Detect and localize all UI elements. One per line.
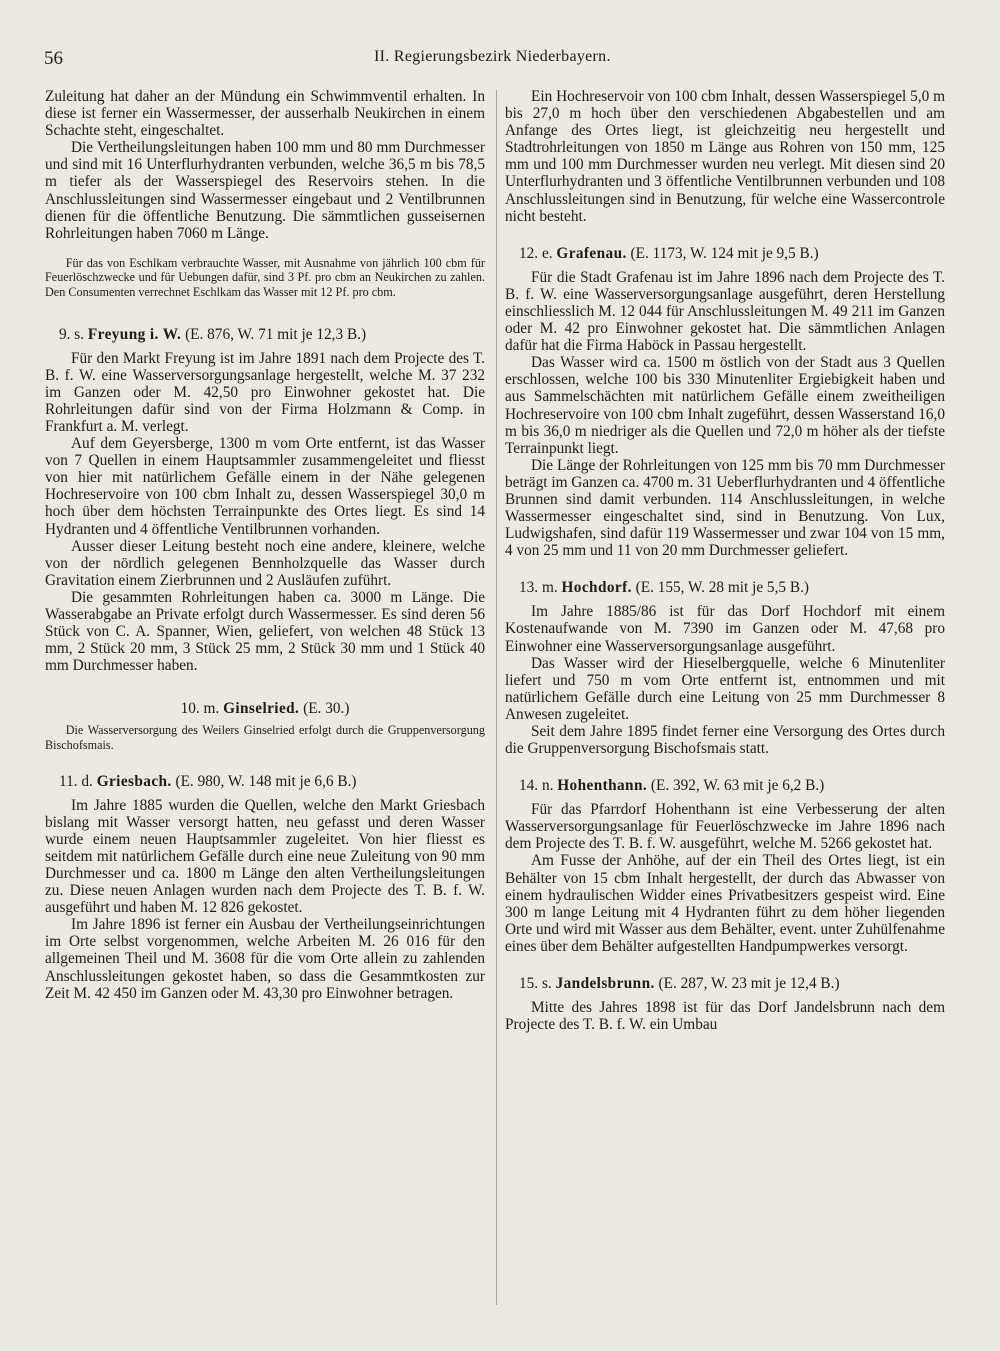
paragraph: Die Vertheilungsleitungen haben 100 mm und 80 mm Durchmesser und sind mit 16 Unterflurhydranten verbunden, welche 36,5 m bis 78,5 m tiefer als der Wasserspiegel des Reservoirs stehen. In die Anschlussleitungen sind Wassermesser eingebaut und 2 Ventilbrunnen dienen für die öffentliche Benutzung. Die sämmtlichen gusseisernen Rohrleitungen haben 7060 m Länge. [45,139,485,242]
section-name: Grafenau. [556,244,627,262]
section-number: 14. n. [519,777,554,795]
section-number: 15. s. [519,975,552,993]
paragraph: Für das Pfarrdorf Hohenthann ist eine Verbesserung der alten Wasserversorgungsanlage für Feuerlöschzwecke im Jahre 1896 nach dem Projecte des T. B. f. W. ausgeführt, welche M. 5266 gekostet hat. [505,801,945,853]
section-name: Jandelsbrunn. [555,975,655,993]
section-number: 11. d. [59,772,93,790]
section-number: 9. s. [59,325,85,343]
running-head: II. Regierungsbezirk Niederbayern. [374,48,611,65]
paragraph: Auf dem Geyersberge, 1300 m vom Orte entfernt, ist das Wasser von 7 Quellen in einem Hauptsammler zusammengeleitet und fliesst von hier mit natürlichem Gefälle einem in der Nähe gelegenen Hochreservoire von 100 cbm Inhalt zu, dessen Wasserspiegel 30,0 m hoch über dem höchsten Terrainpunkte des Ortes liegt. Es sind 14 Hydranten und 4 öffentliche Ventilbrunnen vorhanden. [45,435,485,538]
section-heading-jandelsbrunn [505,975,945,993]
paragraph: Ausser dieser Leitung besteht noch eine andere, kleinere, welche von der nördlich gelegenen Bennholzquelle das Wasser durch Gravitation einem Zierbrunnen und 2 Ausläufen zuführt. [45,537,485,589]
page-header [44,48,944,72]
section-name: Ginselried. [223,700,300,718]
left-column [45,88,485,1002]
footnote-paragraph: Für das von Eschlkam verbrauchte Wasser, mit Ausnahme von jährlich 100 cbm für Feuerlöschzwecke und für Uebungen dafür, sind 3 Pf. pro cbm an Neukirchen zu zahlen. Den Consumenten verrechnet Eschlkam das Wasser mit 12 Pf. pro cbm. [45,255,485,300]
column-divider [496,90,497,1305]
section-name: Hohenthann. [557,777,648,795]
section-info: (E. 1173, W. 124 mit je 9,5 B.) [630,244,819,262]
section-number: 12. e. [519,244,553,262]
paragraph: Das Wasser wird der Hieselbergquelle, welche 6 Minutenliter liefert und 750 m vom Orte entfernt ist, entnommen und mit natürlichem Gefälle durch eine Leitung von 25 mm Durchmesser 8 Anwesen zugeleitet. [505,654,945,723]
paragraph: Im Jahre 1885/86 ist für das Dorf Hochdorf mit einem Kostenaufwande von M. 7390 im Ganzen oder M. 47,68 pro Einwohner eine Wasserversorgungsanlage ausgeführt. [505,603,945,655]
section-info: (E. 980, W. 148 mit je 6,6 B.) [175,772,357,790]
paragraph: Am Fusse der Anhöhe, auf der ein Theil des Ortes liegt, ist ein Behälter von 15 cbm Inhalt hergestellt, der durch das Abwasser von einem hydraulischen Widder eines Privatbesitzers gespeist wird. Eine 300 m lange Leitung mit 4 Hydranten führt zu dem höher liegenden Orte und wird mit Wasser aus dem Behälter, event. unter Zuhülfenahme eines über dem Behälter aufgestellten Handpumpwerkes versorgt. [505,852,945,955]
section-info: (E. 392, W. 63 mit je 6,2 B.) [650,777,825,795]
section-heading-hohenthann [505,777,945,795]
paragraph: Zuleitung hat daher an der Mündung ein Schwimmventil erhalten. In diese ist ferner ein Wassermesser, der ausserhalb Neukirchen in einem Schachte steht, eingeschaltet. [45,88,485,140]
section-number: 10. m. [180,700,220,718]
section-info: (E. 155, W. 28 mit je 5,5 B.) [635,579,809,597]
paragraph: Im Jahre 1885 wurden die Quellen, welche den Markt Griesbach bislang mit Wasser versorgt hatten, neu gefasst und deren Wasser wurde einem neuen Hauptsammler zugeleitet. Von hier fliesst es seitdem mit natürlichem Gefälle durch eine neue Zuleitung von 90 mm Durchmesser und ca. 1800 m Länge den alten Vertheilungsleitungen zu. Diese neuen Anlagen wurden nach dem Projecte des T. B. f. W. ausgeführt und haben M. 12 826 gekostet. [45,796,485,917]
paragraph: Das Wasser wird ca. 1500 m östlich von der Stadt aus 3 Quellen erschlossen, welche 100 bis 330 Minutenliter Ergiebigkeit haben und aus Sammelschächten mit natürlichem Gefälle einem zweitheiligen Hochreservoire von 100 cbm Inhalt zugeführt, dessen Wasserstand 16,0 m bis 36,0 m niedriger als die Quellen und 72,0 m höher als der tiefste Terrainpunkt liegt. [505,354,945,457]
paragraph: Seit dem Jahre 1895 findet ferner eine Versorgung des Ortes durch die Gruppenversorgung Bischofsmais statt. [505,723,945,758]
section-name: Hochdorf. [561,579,632,597]
paragraph: Die gesammten Rohrleitungen haben ca. 3000 m Länge. Die Wasserabgabe an Private erfolgt durch Wassermesser. Es sind deren 56 Stück von C. A. Spanner, Wien, geliefert, von welchen 48 Stück 13 mm, 2 Stück 20 mm, 3 Stück 25 mm, 2 Stück 30 mm und 1 Stück 40 mm Durchmesser haben. [45,588,485,675]
paragraph: Mitte des Jahres 1898 ist für das Dorf Jandelsbrunn nach dem Projecte des T. B. f. W. ein Umbau [505,999,945,1034]
paragraph: Für den Markt Freyung ist im Jahre 1891 nach dem Projecte des T. B. f. W. eine Wasserversorgungsanlage hergestellt, welche M. 37 232 im Ganzen oder M. 42,50 pro Einwohner gekostet hat. Die Rohrleitungen dafür sind von der Firma Holzmann & Comp. in Frankfurt a. M. verlegt. [45,349,485,435]
paragraph: Ein Hochreservoir von 100 cbm Inhalt, dessen Wasserspiegel 5,0 m bis 27,0 m hoch über den verschiedenen Abgabestellen und am Anfange des Ortes liegt, ist gleichzeitig neu hergestellt und Stadtrohrleitungen von 1850 m Länge aus Rohren von 150 mm, 125 mm und 100 mm Durchmesser wurden neu verlegt. Mit diesen sind 20 Unterflurhydranten und 3 öffentliche Ventilbrunnen verbunden und 108 Anschlussleitungen sind in Benutzung, für welche eine Wassercontrole nicht besteht. [505,88,945,225]
section-heading-freyung [45,326,485,344]
section-info: (E. 287, W. 23 mit je 12,4 B.) [658,975,840,993]
section-heading-grafenau [505,245,945,263]
right-column [505,88,945,1033]
section-number: 13. m. [519,579,558,597]
section-name: Freyung i. W. [87,325,182,343]
section-info: (E. 876, W. 71 mit je 12,3 B.) [185,325,367,343]
section-heading-hochdorf [505,579,945,597]
page-number: 56 [44,48,63,69]
paragraph: Die Länge der Rohrleitungen von 125 mm bis 70 mm Durchmesser beträgt im Ganzen ca. 4700 m. 31 Ueberflurhydranten und 4 öffentliche Brunnen sind damit verbunden. 114 Anschlussleitungen, in welche Wassermesser eingeschaltet sind, sind in Benutzung. Von Lux, Ludwigshafen, sind dafür 119 Wassermesser und zwar 104 von 15 mm, 4 von 25 mm und 11 von 20 mm Durchmesser geliefert. [505,456,945,560]
section-info: (E. 30.) [303,700,350,718]
note-paragraph: Die Wasserversorgung des Weilers Ginselried erfolgt durch die Gruppenversorgung Bischofsmais. [45,723,485,752]
section-heading-griesbach [45,773,485,791]
section-name: Griesbach. [96,772,172,790]
paragraph: Für die Stadt Grafenau ist im Jahre 1896 nach dem Projecte des T. B. f. W. eine Wasserversorgungsanlage ausgeführt, deren Herstellung einschliesslich M. 12 044 für Anschlussleitungen M. 49 211 im Ganzen oder M. 42 pro Einwohner gekostet hat. Die sämmtlichen Anlagen dafür hat die Firma Haböck in Passau hergestellt. [505,268,945,355]
section-heading-ginselried [45,700,485,718]
paragraph: Im Jahre 1896 ist ferner ein Ausbau der Vertheilungseinrichtungen im Orte selbst vorgenommen, welche Arbeiten M. 26 016 für den allgemeinen Theil und M. 3608 für die vom Orte allein zu zahlenden Anschlussleitungen gekostet haben, so dass die Gesammtkosten zur Zeit M. 42 450 im Ganzen oder M. 43,30 pro Einwohner betragen. [45,916,485,1002]
